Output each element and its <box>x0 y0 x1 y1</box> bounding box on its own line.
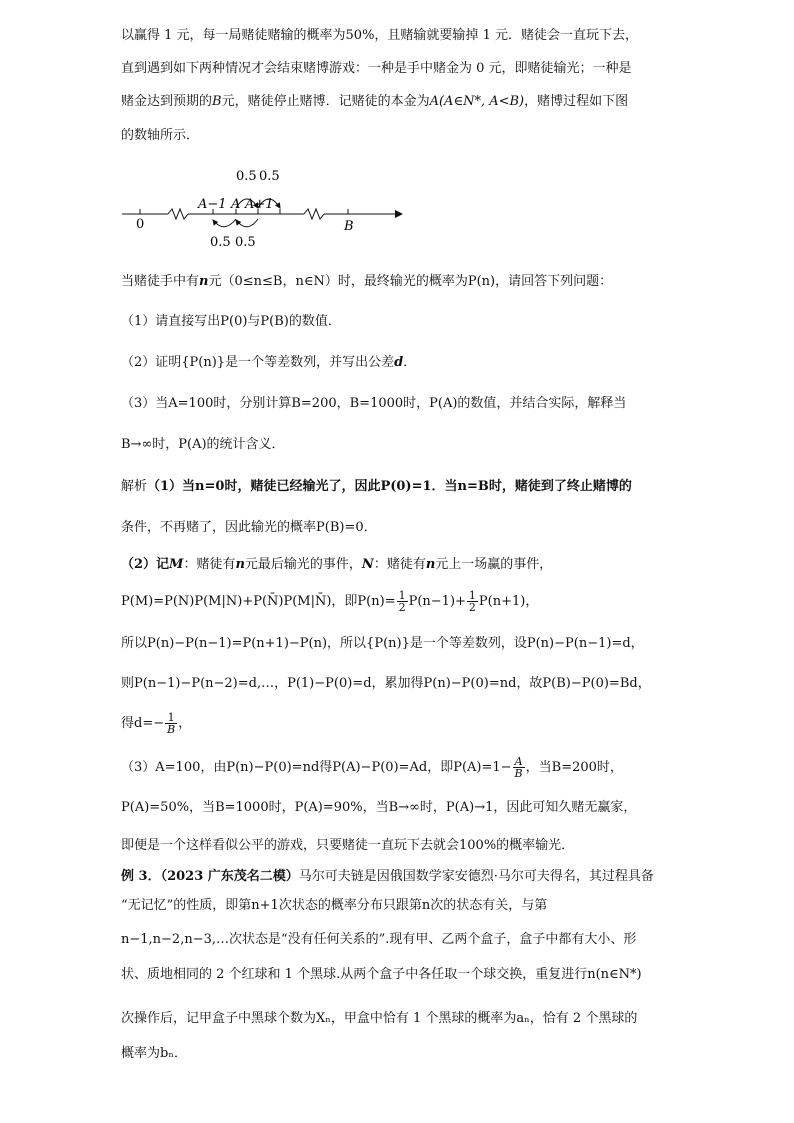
fraction-num: 1 <box>398 589 406 602</box>
example-3-line-2: “无记忆”的性质，即第n+1次状态的概率分布只跟第n次的状态有关，与第 <box>121 898 548 913</box>
intro-line-2: 直到遇到如下两种情况才会结束赌博游戏：一种是手中赌金为 0 元，即赌徒输光；一种是 <box>121 61 632 76</box>
fraction-1-over-b <box>165 712 177 735</box>
fraction-a-over-b <box>513 756 525 779</box>
intro-line-1: 以赢得 1 元，每一局赌徒赌输的概率为50%，且赌输就要输掉 1 元．赌徒会一直玩下去， <box>121 28 638 43</box>
solution-3-line-3: 即便是一个这样看似公平的游戏，只要赌徒一直玩下去就会100%的概率输光． <box>121 838 575 853</box>
question-3-line-1: （3）当A=100时，分别计算B=200，B=1000时，P(A)的数值，并结合实际，解释当 <box>121 396 627 411</box>
example-3-line-6: 概率为bₙ． <box>121 1046 187 1061</box>
formula-text: ，当B=200时， <box>525 760 623 775</box>
formula-text: P(M)=P(N)P(M|N)+P(N̄)P(M|N̄)，即P(n)= <box>121 594 396 609</box>
fraction-num: 1 <box>165 712 177 724</box>
solution-2-line-3: 所以P(n)−P(n−1)=P(n+1)−P(n)，所以{P(n)}是一个等差数列，设P(n)−P(n−1)=d， <box>121 636 644 651</box>
formula-text: 得d=− <box>121 716 165 731</box>
question-stem <box>121 273 734 291</box>
example-label: 例 3．（2023 广东茂名二模） <box>121 869 299 884</box>
question-2 <box>121 354 734 372</box>
sol2-text: ：赌徒有 <box>183 557 236 572</box>
intro-text: ，赌博过程如下图 <box>524 94 629 109</box>
q2-text: ． <box>403 355 417 370</box>
var-d: d <box>394 355 404 370</box>
var-b: B <box>212 94 222 109</box>
solution-2-line-1 <box>121 556 734 574</box>
solution-1-line-1 <box>121 478 734 496</box>
fraction-num: A <box>513 756 525 768</box>
stem-text: 元（0≤n≤B，n∈N）时，最终输光的概率为P(n)，请回答下列问题： <box>208 274 613 289</box>
label-a-minus-1: A−1 <box>198 197 227 212</box>
formula-text: （3）A=100，由P(n)−P(0)=nd得P(A)−P(0)=Ad，即P(A)=1− <box>121 760 512 775</box>
example-3-line-5: 次操作后，记甲盒子中黑球个数为Xₙ，甲盒中恰有 1 个黑球的概率为aₙ，恰有 2 个黑球的 <box>121 1011 638 1026</box>
fraction-den: 2 <box>398 601 406 614</box>
intro-text: 赌金达到预期的 <box>121 94 213 109</box>
example-3-line-4: 状、质地相同的 2 个红球和 1 个黑球.从两个盒子中各任取一个球交换，重复进行n(n∈N*) <box>121 967 642 982</box>
solution-3-line-2: P(A)=50%，当B=1000时，P(A)=90%，当B→∞时，P(A)→1，因此可知久赌无赢家， <box>121 800 637 815</box>
capital-condition: A(A∈N*, A<B) <box>429 94 525 109</box>
sol2-text: （2）记 <box>121 557 170 572</box>
fraction-den: B <box>167 723 176 736</box>
bottom-right-prob: 0.5 <box>235 235 256 250</box>
var-m: M <box>169 557 184 572</box>
top-right-prob: 0.5 <box>259 169 280 184</box>
sol2-text: 元上一场赢的事件， <box>435 557 553 572</box>
question-3-line-2: B→∞时，P(A)的统计含义． <box>121 437 285 452</box>
fraction-num: 1 <box>468 589 476 602</box>
example-3-line-1 <box>121 868 734 886</box>
intro-text: 元，赌徒停止赌博．记赌徒的本金为 <box>221 94 430 109</box>
stem-text: 当赌徒手中有 <box>121 274 200 289</box>
question-1: （1）请直接写出P(0)与P(B)的数值． <box>121 314 341 329</box>
label-a: A <box>231 197 241 212</box>
label-a-plus-1: A+1 <box>245 197 274 212</box>
var-n: n <box>235 557 245 572</box>
formula-text: ， <box>178 716 192 731</box>
solution-2-line-4: 则P(n−1)−P(n−2)=d,…，P(1)−P(0)=d，累加得P(n)−P(0)=nd，故P(B)−P(0)=Bd， <box>121 676 651 691</box>
fraction-half <box>467 590 478 613</box>
intro-line-4: 的数轴所示． <box>121 128 200 143</box>
formula-text: P(n−1)+ <box>408 594 466 609</box>
example-3-line-3: n−1,n−2,n−3,…次状态是“没有任何关系的”.现有甲、乙两个盒子，盒子中都有大小、形 <box>121 932 637 947</box>
label-zero: 0 <box>136 217 145 232</box>
solution-1-line-2: 条件，不再赌了，因此输光的概率P(B)=0． <box>121 520 377 535</box>
bottom-left-prob: 0.5 <box>210 235 231 250</box>
solution-label: 解析 <box>121 479 148 494</box>
number-line-diagram <box>118 162 408 252</box>
formula-text: P(n+1)， <box>478 594 539 609</box>
fraction-den: 2 <box>468 601 476 614</box>
intro-line-3 <box>121 93 734 111</box>
var-n: n <box>425 557 436 572</box>
solution-2-line-5 <box>121 710 734 738</box>
q2-text: （2）证明{P(n)}是一个等差数列，并写出公差 <box>121 355 395 370</box>
top-left-prob: 0.5 <box>236 169 257 184</box>
label-b: B <box>344 219 354 234</box>
fraction-den: B <box>514 767 523 780</box>
sol2-text: ：赌徒有 <box>373 557 426 572</box>
solution-3-line-1 <box>121 754 734 782</box>
sol2-text: 元最后输光的事件， <box>244 557 362 572</box>
var-n: n <box>199 274 209 289</box>
example-text: 马尔可夫链是因俄国数学家安德烈·马尔可夫得名，其过程具备 <box>298 869 654 884</box>
solution-text: （1）当n=0时，赌徒已经输光了，因此P(0)=1．当n=B时，赌徒到了终止赌博的 <box>147 479 632 494</box>
fraction-half <box>397 590 408 613</box>
var-n-event: N <box>361 557 374 572</box>
solution-2-line-2 <box>121 590 734 614</box>
